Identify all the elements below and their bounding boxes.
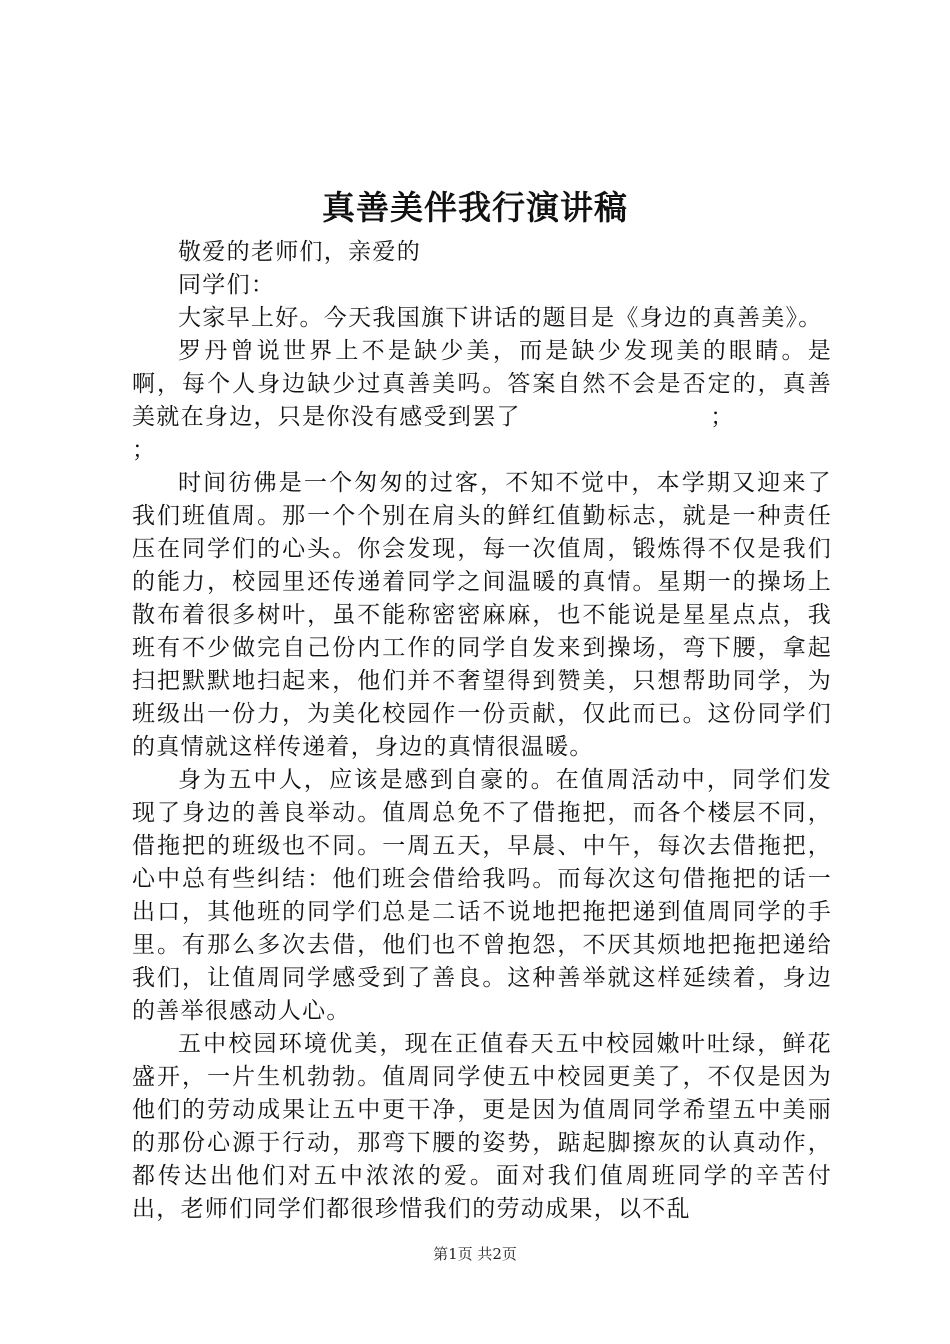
paragraph-4: 身为五中人，应该是感到自豪的。在值周活动中，同学们发现了身边的善良举动。值周总免不了借拖把，而各个楼层不同，借拖把的班级也不同。一周五天，早晨、中午，每次去借拖把，心中总有些纠结：他们班会借给我吗。而每次这句借拖把的话一出口，其他班的同学们总是二话不说地把拖把递到值周同学的手里。有那么多次去借，他们也不曾抱怨，不厌其烦地把拖把递给我们，让值周同学感受到了善良。这种善举就这样延续着，身边的善举很感动人心。 [132,767,832,1024]
document-title: 真善美伴我行演讲稿 [322,188,628,227]
trailing-semicolon-line: ； [132,437,157,463]
document-body [132,236,832,1226]
paragraph-2 [132,335,832,434]
paragraph-5: 五中校园环境优美，现在正值春天五中校园嫩叶吐绿，鲜花盛开，一片生机勃勃。值周同学使五中校园更美了，不仅是因为他们的劳动成果让五中更干净，更是因为值周同学希望五中美丽的那份心源于行动，那弯下腰的姿势，踮起脚擦灰的认真动作，都传达出他们对五中浓浓的爱。面对我们值周班同学的辛苦付出，老师们同学们都很珍惜我们的劳动成果，以不乱 [132,1031,832,1222]
salutation-line-1: 敬爱的老师们，亲爱的 [178,239,421,265]
page-footer: 第1页 共2页 [433,1245,517,1263]
paragraph-2-text: 罗丹曾说世界上不是缺少美，而是缺少发现美的眼睛。是啊，每个人身边缺少过真善美吗。答案自然不会是否定的，真善美就在身边，只是你没有感受到罢了 [132,338,832,430]
salutation-line-2: 同学们： [178,272,276,298]
trailing-semicolon-1: ； [710,404,735,430]
paragraph-1: 大家早上好。今天我国旗下讲话的题目是《身边的真善美》。 [178,305,823,331]
paragraph-3: 时间彷佛是一个匆匆的过客，不知不觉中，本学期又迎来了我们班值周。那一个个别在肩头的鲜红值勤标志，就是一种责任压在同学们的心头。你会发现，每一次值周，锻炼得不仅是我们的能力，校园里还传递着同学之间温暖的真情。星期一的操场上散布着很多树叶，虽不能称密密麻麻，也不能说是星星点点，我班有不少做完自己份内工作的同学自发来到操场，弯下腰，拿起扫把默默地扫起来，他们并不奢望得到赞美，只想帮助同学，为班级出一份力，为美化校园作一份贡献，仅此而已。这份同学们的真情就这样传递着，身边的真情很温暖。 [132,470,832,760]
